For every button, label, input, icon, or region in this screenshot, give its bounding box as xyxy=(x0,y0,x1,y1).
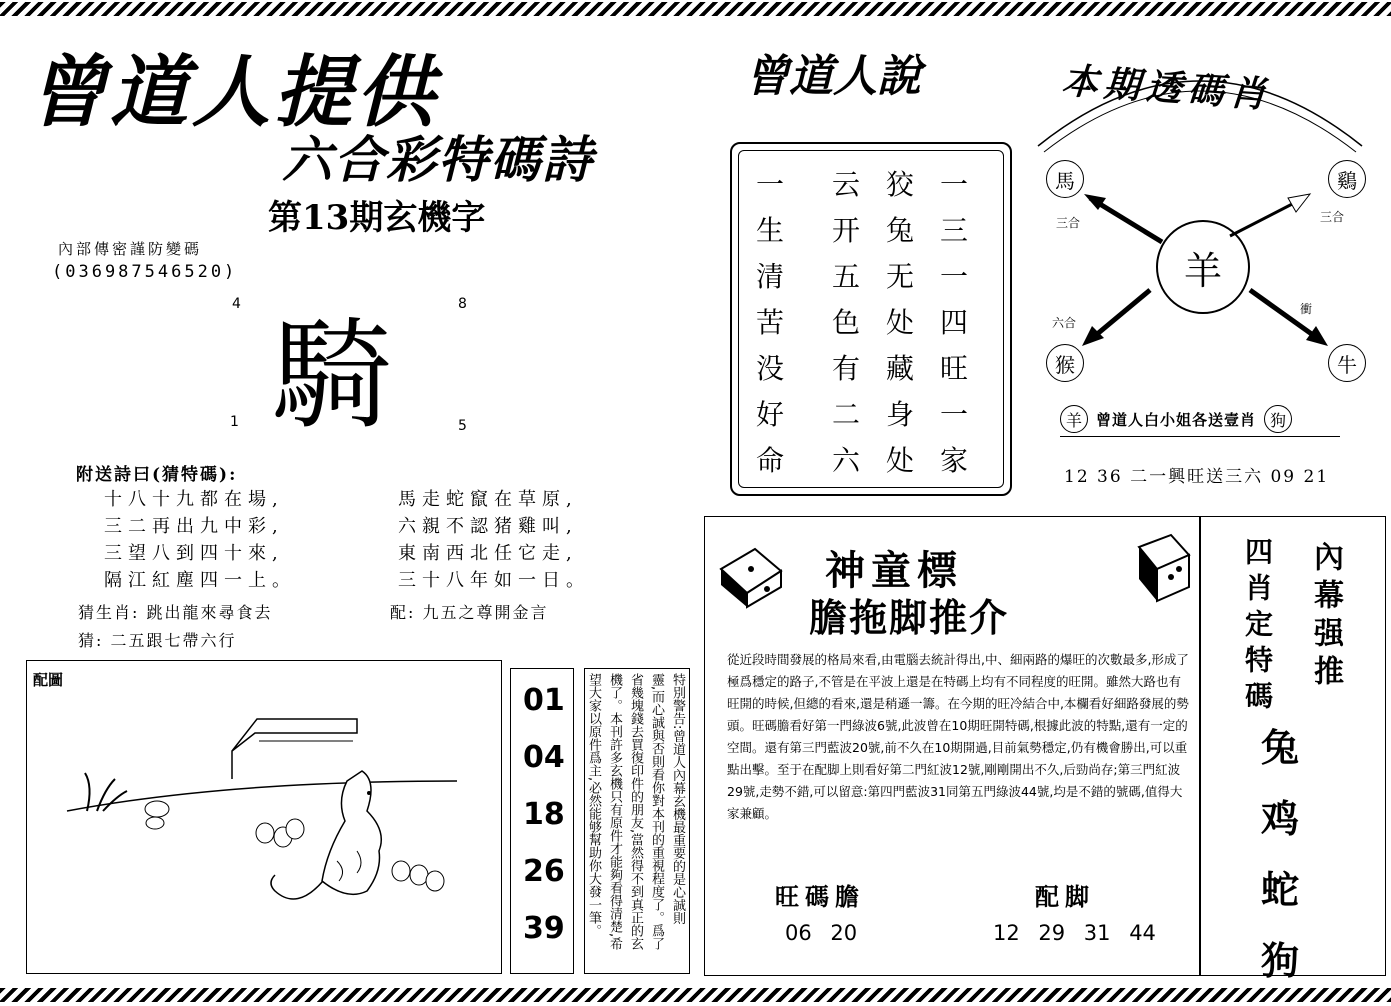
guess-zodiac-label: 猜生肖: xyxy=(78,603,140,622)
guess-zodiac-row xyxy=(78,600,273,623)
poem-left xyxy=(104,486,296,594)
warning-column: 省幾塊錢去買復印件的朋友,當然得不到真正的玄 xyxy=(628,673,643,951)
riddle-character: 騎 xyxy=(272,307,392,446)
recommend-title2: 膽拖脚推介 xyxy=(809,595,1010,640)
footer-left-zodiac: 羊 xyxy=(1060,405,1088,433)
recommend-box xyxy=(704,516,1386,983)
saying-column: 云 开 五 色 有 二 六 xyxy=(832,168,861,477)
rat-illustration xyxy=(27,661,501,973)
zodiac-bottom-line: 12 36 二一興旺送三六 09 21 xyxy=(1064,467,1330,487)
saying-grid xyxy=(756,162,968,484)
footer-text: 曾道人白小姐各送壹肖 xyxy=(1096,410,1257,429)
jiao-label: 配脚 xyxy=(1035,882,1095,911)
top-border xyxy=(0,2,1391,16)
zodiac-top-left: 馬 xyxy=(1046,160,1084,198)
saying-column: 一 生 清 苦 没 好 命 xyxy=(756,168,807,477)
pair-label: 配: xyxy=(390,603,416,622)
footer-right-zodiac: 狗 xyxy=(1264,405,1292,433)
bottom-border xyxy=(0,988,1391,1002)
number-item: 39 xyxy=(523,911,565,946)
poem-line: 十八十九都在場, xyxy=(104,489,284,510)
pick-item: 蛇 xyxy=(1261,867,1300,912)
warning-column: 望大家以原件爲主,必然能够幫助你大發一筆。 xyxy=(586,673,601,938)
label-bottom-right: 衝 xyxy=(1300,302,1313,316)
zodiac-top-right: 鷄 xyxy=(1328,160,1366,198)
corner-top-right: 8 xyxy=(458,296,467,312)
guess-label: 猜: xyxy=(78,631,104,650)
warning-text xyxy=(585,669,689,973)
dice-left-icon xyxy=(711,529,801,609)
pair-value: 九五之尊開金言 xyxy=(422,603,549,622)
issue-label: 第13期玄機字 xyxy=(268,198,486,238)
number-item: 01 xyxy=(523,683,565,718)
picture-label: 配圖 xyxy=(33,671,64,689)
pick-item: 狗 xyxy=(1261,938,1300,983)
poem-heading: 附送詩曰(猜特碼): xyxy=(76,465,238,485)
side-heading-right: 內幕强推 xyxy=(1308,541,1343,693)
zodiac-arrows xyxy=(1070,180,1340,350)
number-item: 18 xyxy=(523,797,565,832)
side-picks xyxy=(1261,717,1299,985)
saying-box xyxy=(730,142,1012,496)
pair-row xyxy=(390,600,549,623)
zodiac-footer xyxy=(1060,402,1340,437)
warning-column: 靈,而心誠與否則看你對本刊的重視程度了。爲了 xyxy=(649,673,664,951)
poem-line: 隔江紅塵四一上。 xyxy=(104,570,296,591)
saying-column: 狡 兔 无 处 藏 身 处 xyxy=(886,168,915,477)
zodiac-center: 羊 xyxy=(1156,220,1250,314)
warning-box xyxy=(584,668,690,974)
dice-right-icon xyxy=(1131,527,1195,607)
numbers-box xyxy=(510,668,574,974)
label-top-right: 三合 xyxy=(1320,210,1345,224)
label-bottom-left: 六合 xyxy=(1052,316,1077,330)
corner-bottom-right: 5 xyxy=(458,418,467,434)
poem-line: 三十八年如一日。 xyxy=(398,570,590,591)
picture-box xyxy=(26,660,502,974)
side-heading-left: 四肖定特碼 xyxy=(1241,537,1274,717)
number-item: 26 xyxy=(523,854,565,889)
zodiac-bottom-right: 牛 xyxy=(1328,344,1366,382)
recommend-paragraph: 從近段時間發展的格局來看,由電腦去統計得出,中、細兩路的爆旺的次數最多,形成了極爲穩定的路子,不管是在平波上還是在特碼上均有不同程度的旺開。雖然大路也有旺開的時候,但總的看來,還是稍遜一籌。在今期的旺冷結合中,本欄看好細路發展的勢頭。旺碼膽看好第一門綠波6號,此波曾在10期旺開特碼,根據此波的特點,還有一定的空間。還有第三門藍波20號,前不久在10期開過,目前氣勢穩定,仍有機會勝出,可以重點出擊。至于在配脚上則看好第二門紅波12號,剛剛開出不久,后勁尚存;第三門紅波29號,走勢不錯,可以留意:第四門藍波31同第五門綠波44號,均是不錯的號碼,值得大家兼顧。 xyxy=(727,652,1189,821)
warning-column: 機了。本刊許多玄機只有原件才能夠看得清楚,希 xyxy=(607,673,622,951)
poem-right xyxy=(398,486,590,594)
warning-column: 特別警告:曾道人內幕玄機最重要的是心誠則 xyxy=(670,673,685,925)
number-item: 04 xyxy=(523,740,565,775)
poem-line: 東南西北任它走, xyxy=(398,543,578,564)
guess-value: 二五跟七帶六行 xyxy=(110,631,237,650)
numbers-list xyxy=(511,669,573,968)
zodiac-bottom-left: 猴 xyxy=(1046,344,1084,382)
jiao-values: 12 29 31 44 xyxy=(993,921,1156,945)
pick-item: 鸡 xyxy=(1261,796,1300,841)
guess-row xyxy=(78,628,237,651)
zodiac-panel-title: 本期透碼肖 xyxy=(1060,59,1274,117)
pick-item: 兔 xyxy=(1261,725,1300,770)
corner-top-left: 4 xyxy=(232,296,241,312)
poem-line: 三二再出九中彩, xyxy=(104,516,284,537)
poem-line: 馬走蛇竄在草原, xyxy=(398,489,578,510)
poem-line: 六親不認猪雞叫, xyxy=(398,516,578,537)
page-title: 曾道人提供 xyxy=(28,48,439,138)
saying-column: 一 三 一 四 旺 一 家 xyxy=(940,168,969,477)
guess-zodiac-value: 跳出龍來尋食去 xyxy=(146,603,273,622)
dan-label: 旺碼膽 xyxy=(775,882,865,911)
dan-values: 06 20 xyxy=(785,921,858,945)
saying-title: 曾道人說 xyxy=(745,51,921,102)
recommend-title1: 神童標 xyxy=(825,547,963,594)
label-top-left: 三合 xyxy=(1056,216,1081,230)
code-value: (036987546520) xyxy=(52,262,238,282)
page-subtitle: 六合彩特碼詩 xyxy=(282,131,594,189)
poem-line: 三望八到四十來, xyxy=(104,543,284,564)
corner-bottom-left: 1 xyxy=(230,414,239,430)
code-label: 內部傳密謹防變碼 xyxy=(58,240,203,258)
